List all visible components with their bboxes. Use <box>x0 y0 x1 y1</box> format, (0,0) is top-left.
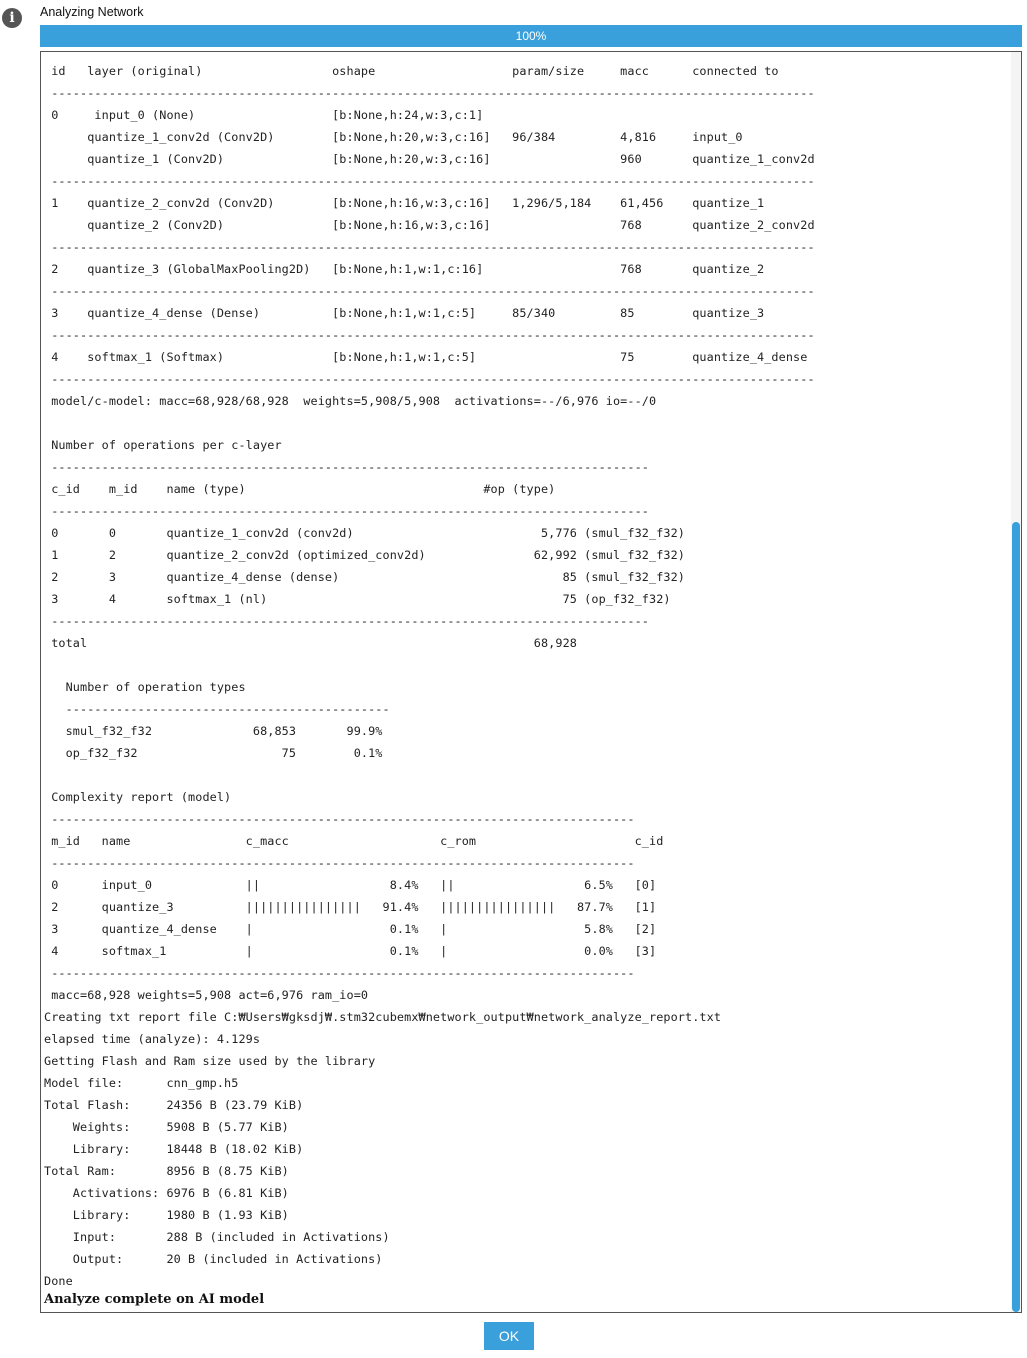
log-line: ----------------------------------------------------------------------------------- <box>44 614 649 628</box>
dialog-title: Analyzing Network <box>40 5 144 19</box>
log-line: 3 4 softmax_1 (nl) 75 (op_f32_f32) <box>44 592 671 606</box>
log-line: op_f32_f32 75 0.1% <box>44 746 383 760</box>
log-line: --------------------------------------------------------------------------------- <box>44 966 635 980</box>
log-line: 0 input_0 || 8.4% || 6.5% [0] <box>44 878 657 892</box>
log-line: ---------------------------------------------------------------------------------------------------------- <box>44 328 815 342</box>
progress-bar <box>40 25 1022 47</box>
log-line <box>44 764 815 786</box>
log-line: 3 quantize_4_dense | 0.1% | 5.8% [2] <box>44 922 657 936</box>
log-line: ---------------------------------------------------------------------------------------------------------- <box>44 284 815 298</box>
log-line: smul_f32_f32 68,853 99.9% <box>44 724 383 738</box>
log-line: Library: 18448 B (18.02 KiB) <box>44 1142 304 1156</box>
log-line: ---------------------------------------------------------------------------------------------------------- <box>44 86 815 100</box>
log-line: Library: 1980 B (1.93 KiB) <box>44 1208 289 1222</box>
log-line: 4 softmax_1 | 0.1% | 0.0% [3] <box>44 944 657 958</box>
log-line <box>44 412 815 434</box>
log-line: ----------------------------------------------------------------------------------- <box>44 460 649 474</box>
log-line: macc=68,928 weights=5,908 act=6,976 ram_io=0 <box>44 988 369 1002</box>
progress-label: 100% <box>515 29 547 43</box>
log-line: Activations: 6976 B (6.81 KiB) <box>44 1186 289 1200</box>
ok-button[interactable]: OK <box>484 1322 534 1350</box>
log-line: id layer (original) oshape param/size macc connected to <box>44 64 779 78</box>
log-text <box>44 60 815 1292</box>
analysis-log-panel[interactable] <box>40 51 1022 1313</box>
log-line: Done <box>44 1274 73 1288</box>
log-line: Output: 20 B (included in Activations) <box>44 1252 383 1266</box>
log-line: 2 quantize_3 (GlobalMaxPooling2D) [b:None,h:1,w:1,c:16] 768 quantize_2 <box>44 262 765 276</box>
log-line: m_id name c_macc c_rom c_id <box>44 834 664 848</box>
log-line: ----------------------------------------------------------------------------------- <box>44 504 649 518</box>
log-line: Number of operations per c-layer <box>44 438 282 452</box>
log-line: ---------------------------------------------------------------------------------------------------------- <box>44 372 815 386</box>
log-line: total 68,928 <box>44 636 577 650</box>
log-line: Creating txt report file C:₩Users₩gksdj₩.stm32cubemx₩network_output₩network_analyze_report.txt <box>44 1010 722 1024</box>
log-line: 1 quantize_2_conv2d (Conv2D) [b:None,h:16,w:3,c:16] 1,296/5,184 61,456 quantize_1 <box>44 196 765 210</box>
log-line: 0 0 quantize_1_conv2d (conv2d) 5,776 (smul_f32_f32) <box>44 526 686 540</box>
log-line: Total Ram: 8956 B (8.75 KiB) <box>44 1164 289 1178</box>
log-line <box>44 654 815 676</box>
log-line: 1 2 quantize_2_conv2d (optimized_conv2d) 62,992 (smul_f32_f32) <box>44 548 686 562</box>
log-line: --------------------------------------------------------------------------------- <box>44 812 635 826</box>
log-line: 0 input_0 (None) [b:None,h:24,w:3,c:1] <box>44 108 484 122</box>
log-line: --------------------------------------------- <box>44 702 390 716</box>
log-line: Total Flash: 24356 B (23.79 KiB) <box>44 1098 304 1112</box>
scrollbar-thumb[interactable] <box>1012 522 1020 1312</box>
log-line: 3 quantize_4_dense (Dense) [b:None,h:1,w:1,c:5] 85/340 85 quantize_3 <box>44 306 765 320</box>
status-message: Analyze complete on AI model <box>44 1292 265 1307</box>
log-line: ---------------------------------------------------------------------------------------------------------- <box>44 174 815 188</box>
log-line: --------------------------------------------------------------------------------- <box>44 856 635 870</box>
log-line: Weights: 5908 B (5.77 KiB) <box>44 1120 289 1134</box>
log-line: Getting Flash and Ram size used by the library <box>44 1054 376 1068</box>
log-line: 4 softmax_1 (Softmax) [b:None,h:1,w:1,c:5] 75 quantize_4_dense <box>44 350 808 364</box>
log-line: Model file: cnn_gmp.h5 <box>44 1076 239 1090</box>
log-line: Number of operation types <box>44 680 246 694</box>
log-line: quantize_2 (Conv2D) [b:None,h:16,w:3,c:16] 768 quantize_2_conv2d <box>44 218 815 232</box>
log-line: ---------------------------------------------------------------------------------------------------------- <box>44 240 815 254</box>
log-line: Input: 288 B (included in Activations) <box>44 1230 390 1244</box>
log-line: quantize_1 (Conv2D) [b:None,h:20,w:3,c:16] 960 quantize_1_conv2d <box>44 152 815 166</box>
log-line: Complexity report (model) <box>44 790 232 804</box>
log-line: c_id m_id name (type) #op (type) <box>44 482 556 496</box>
log-line: quantize_1_conv2d (Conv2D) [b:None,h:20,w:3,c:16] 96/384 4,816 input_0 <box>44 130 743 144</box>
log-line: 2 quantize_3 |||||||||||||||| 91.4% |||||||||||||||| 87.7% [1] <box>44 900 657 914</box>
info-icon: i <box>2 8 22 28</box>
log-line: elapsed time (analyze): 4.129s <box>44 1032 261 1046</box>
log-line: model/c-model: macc=68,928/68,928 weights=5,908/5,908 activations=--/6,976 io=--/0 <box>44 394 657 408</box>
log-line: 2 3 quantize_4_dense (dense) 85 (smul_f32_f32) <box>44 570 686 584</box>
log-scrollbar[interactable] <box>1011 52 1021 1312</box>
